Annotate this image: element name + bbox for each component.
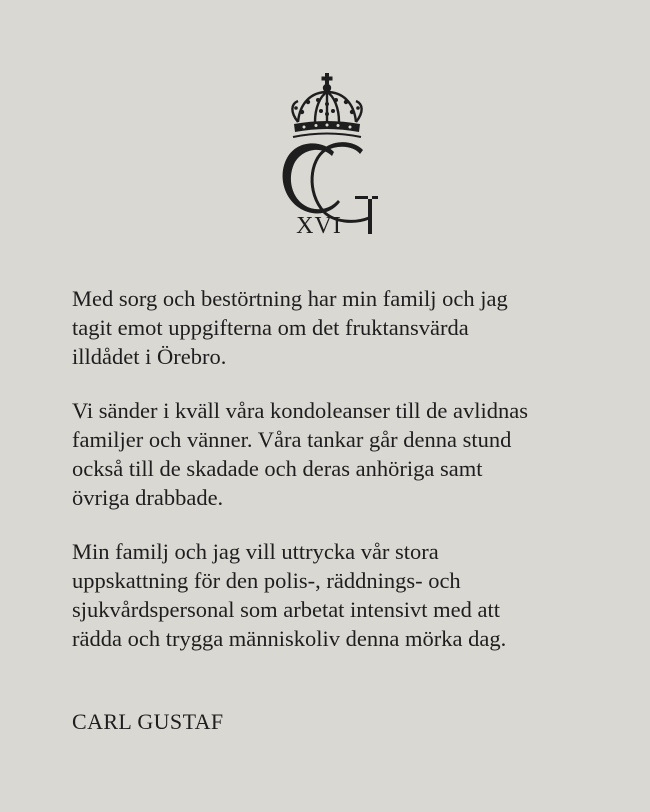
crown-cross-icon xyxy=(322,73,333,84)
paragraph-line: övriga drabbade. xyxy=(72,485,224,510)
paragraph-line: också till de skadade och deras anhöriga samt xyxy=(72,456,483,481)
royal-monogram-icon xyxy=(268,68,386,244)
paragraph-line: Med sorg och bestörtning har min familj och jag xyxy=(72,286,508,311)
paragraph-line: sjukvårdspersonal som arbetat intensivt med att xyxy=(72,597,501,622)
paragraph-line: illdådet i Örebro. xyxy=(72,344,227,369)
crown-band-icon xyxy=(293,121,361,137)
monogram-numeral: XVI xyxy=(296,213,342,239)
paragraph-line: Vi sänder i kväll våra kondoleanser till de avlidnas xyxy=(72,398,529,423)
paragraph-line: familjer och vänner. Våra tankar går denna stund xyxy=(72,427,512,452)
paragraph-line: Min familj och jag vill uttrycka vår stora xyxy=(72,539,439,564)
signature: CARL GUSTAF xyxy=(72,709,224,734)
statement-body xyxy=(72,284,592,678)
crown-arches-icon xyxy=(292,92,361,122)
paragraph-1 xyxy=(72,284,592,371)
paragraph-line: uppskattning för den polis-, räddnings- och xyxy=(72,568,461,593)
paragraph-line: rädda och trygga människoliv denna mörka dag. xyxy=(72,626,507,651)
paragraph-3 xyxy=(72,537,592,653)
paragraph-2 xyxy=(72,396,592,512)
paragraph-line: tagit emot uppgifterna om det fruktansvärda xyxy=(72,315,469,340)
